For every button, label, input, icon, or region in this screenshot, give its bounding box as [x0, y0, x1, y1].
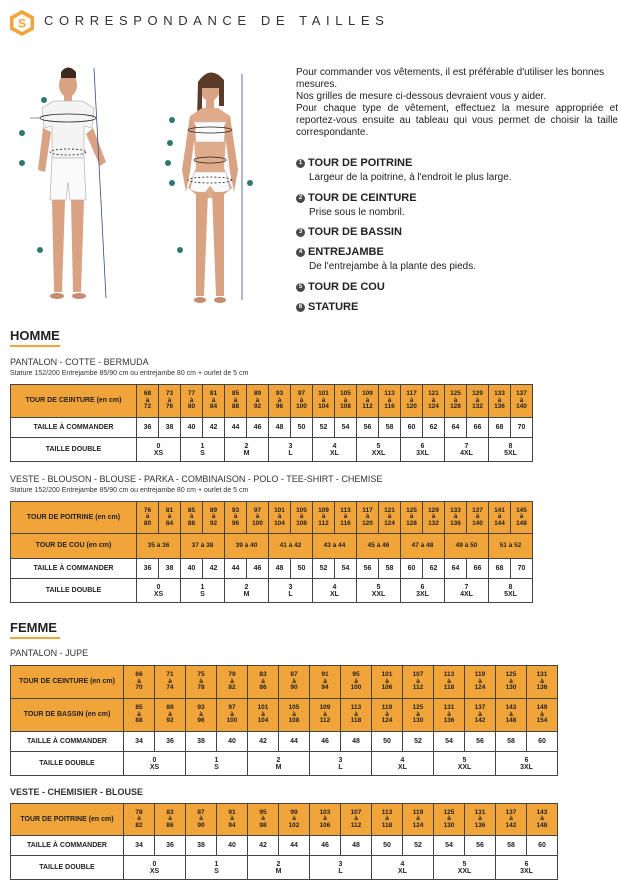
- measure-number-icon: 2: [296, 194, 305, 203]
- table-cell: 40: [217, 732, 248, 752]
- table-cell: 1 S: [186, 856, 248, 880]
- table-cell: 48: [269, 559, 291, 579]
- table-cell: 109 à 112: [357, 385, 379, 418]
- table-cell: 89 à 92: [203, 502, 225, 534]
- row-header: TOUR DE POITRINE (en cm): [11, 804, 124, 836]
- table-cell: 99 à 102: [279, 804, 310, 836]
- table-cell: 85 à 88: [124, 699, 155, 732]
- table-cell: 91 à 94: [217, 804, 248, 836]
- table-cell: 41 à 42: [269, 534, 313, 559]
- table-cell: 107 à 112: [341, 804, 372, 836]
- table-row: [11, 752, 558, 776]
- table-cell: 7 4XL: [445, 438, 489, 462]
- table-cell: 54: [434, 732, 465, 752]
- table-cell: 97 à 100: [291, 385, 313, 418]
- brand-logo-icon: [9, 9, 35, 37]
- table-cell: 6 3XL: [496, 752, 558, 776]
- measure-label: STATURE: [308, 301, 359, 313]
- row-header: TAILLE DOUBLE: [11, 438, 137, 462]
- table-subtitle: PANTALON - COTTE - BERMUDA: [10, 357, 149, 367]
- table-cell: 48: [341, 732, 372, 752]
- table-cell: 137 à 140: [467, 502, 489, 534]
- section-title-femme: FEMME: [10, 620, 57, 635]
- table-cell: 45 à 46: [357, 534, 401, 559]
- table-cell: 3 L: [310, 856, 372, 880]
- table-cell: 121 à 124: [423, 385, 445, 418]
- table-cell: 119 à 124: [465, 666, 496, 699]
- table-cell: 44: [279, 836, 310, 856]
- table-cell: 60: [527, 732, 558, 752]
- table-cell: 46: [247, 559, 269, 579]
- table-cell: 77 à 80: [181, 385, 203, 418]
- measure-number-icon: 5: [296, 283, 305, 292]
- table-row: [11, 699, 558, 732]
- table-cell: 0 XS: [137, 438, 181, 462]
- table-row: [11, 559, 533, 579]
- intro-text: [296, 67, 618, 139]
- table-cell: 137 à 142: [465, 699, 496, 732]
- table-cell: 58: [379, 418, 401, 438]
- measure-label: TOUR DE COU: [308, 281, 385, 293]
- table-cell: 131 à 136: [434, 699, 465, 732]
- table-cell: 1 S: [181, 438, 225, 462]
- table-cell: 119 à 124: [372, 699, 403, 732]
- table-cell: 0 XS: [137, 579, 181, 603]
- table-cell: 83 à 86: [155, 804, 186, 836]
- table-cell: 133 à 136: [445, 502, 467, 534]
- measure-description: Prise sous le nombril.: [309, 207, 405, 218]
- table-cell: 40: [181, 559, 203, 579]
- table-cell: 133 à 136: [489, 385, 511, 418]
- table-cell: 2 M: [225, 438, 269, 462]
- table-row: [11, 836, 558, 856]
- section-underline: [10, 637, 60, 639]
- measure-label: TOUR DE POITRINE: [308, 157, 413, 169]
- measure-item: [296, 192, 417, 218]
- table-cell: 113 à 116: [379, 385, 401, 418]
- table-cell: 3 L: [310, 752, 372, 776]
- table-cell: 75 à 78: [186, 666, 217, 699]
- table-cell: 36: [155, 732, 186, 752]
- table-cell: 117 à 120: [357, 502, 379, 534]
- table-cell: 97 à 100: [247, 502, 269, 534]
- table-row: [11, 732, 558, 752]
- table-subtitle: VESTE - CHEMISIER - BLOUSE: [10, 787, 144, 797]
- measure-item: [296, 157, 512, 183]
- table-cell: 113 à 118: [372, 804, 403, 836]
- table-cell: 125 à 130: [496, 666, 527, 699]
- table-cell: 52: [313, 559, 335, 579]
- table-cell: 2 M: [248, 752, 310, 776]
- table-cell: 70: [511, 559, 533, 579]
- table-row: [11, 534, 533, 559]
- measure-number-icon: 4: [296, 248, 305, 257]
- female-figure-icon: [165, 72, 253, 303]
- table-cell: 109 à 112: [313, 502, 335, 534]
- table-cell: 66: [467, 559, 489, 579]
- section-underline: [10, 345, 60, 347]
- table-cell: 71 à 74: [155, 666, 186, 699]
- measure-number-icon: 6: [296, 303, 305, 312]
- measure-number-icon: 1: [296, 159, 305, 168]
- table-cell: 129 à 132: [423, 502, 445, 534]
- table-cell: 48: [269, 418, 291, 438]
- table-cell: 66: [467, 418, 489, 438]
- table-cell: 36: [155, 836, 186, 856]
- table-cell: 113 à 116: [335, 502, 357, 534]
- measure-description: Largeur de la poitrine, à l'endroit le plus large.: [309, 172, 512, 183]
- table-cell: 6 3XL: [496, 856, 558, 880]
- table-cell: 0 XS: [124, 752, 186, 776]
- table-cell: 78 à 82: [124, 804, 155, 836]
- table-cell: 68: [489, 559, 511, 579]
- table-cell: 137 à 140: [511, 385, 533, 418]
- table-cell: 93 à 96: [186, 699, 217, 732]
- table-cell: 49 à 50: [445, 534, 489, 559]
- table-cell: 79 à 82: [217, 666, 248, 699]
- table-row: [11, 385, 533, 418]
- table-cell: 6 3XL: [401, 438, 445, 462]
- table-cell: 60: [527, 836, 558, 856]
- table-cell: 125 à 128: [401, 502, 423, 534]
- row-header: TOUR DE CEINTURE (en cm): [11, 385, 137, 418]
- table-row: [11, 418, 533, 438]
- table-cell: 56: [465, 732, 496, 752]
- table-cell: 131 à 136: [465, 804, 496, 836]
- table-cell: 54: [335, 559, 357, 579]
- table-cell: 4 XL: [313, 438, 357, 462]
- table-row: [11, 804, 558, 836]
- table-cell: 103 à 106: [310, 804, 341, 836]
- table-cell: 143 à 148: [496, 699, 527, 732]
- table-cell: 73 à 76: [159, 385, 181, 418]
- measure-item: [296, 226, 402, 238]
- femme-veste-table: [10, 803, 558, 880]
- body-measure-illustration: [10, 60, 275, 320]
- table-cell: 38: [159, 418, 181, 438]
- table-cell: 107 à 112: [403, 666, 434, 699]
- table-cell: 81 à 84: [159, 502, 181, 534]
- table-cell: 36: [137, 418, 159, 438]
- table-cell: 121 à 124: [379, 502, 401, 534]
- table-cell: 85 à 88: [181, 502, 203, 534]
- table-cell: 64: [445, 559, 467, 579]
- row-header: TOUR DE CEINTURE (en cm): [11, 666, 124, 699]
- table-cell: 50: [291, 418, 313, 438]
- table-cell: 125 à 130: [434, 804, 465, 836]
- row-header: TAILLE DOUBLE: [11, 856, 124, 880]
- table-cell: 91 à 94: [310, 666, 341, 699]
- table-cell: 47 à 48: [401, 534, 445, 559]
- table-cell: 44: [225, 418, 247, 438]
- row-header: TAILLE À COMMANDER: [11, 836, 124, 856]
- table-cell: 95 à 98: [248, 804, 279, 836]
- table-cell: 60: [401, 418, 423, 438]
- table-cell: 119 à 124: [403, 804, 434, 836]
- measure-label: TOUR DE BASSIN: [308, 226, 402, 238]
- intro-paragraph: Pour commander vos vêtements, il est préférable d'utiliser les bonnes mesures.: [296, 67, 605, 90]
- intro-paragraph: Pour chaque type de vêtement, effectuez la mesure appropriée et reportez-vous ensuite au tableau qui vous permet de choisir la taille correspondante.: [296, 103, 618, 138]
- table-cell: 42: [248, 732, 279, 752]
- homme-pantalon-table: [10, 384, 533, 462]
- measure-label: ENTREJAMBE: [308, 246, 384, 258]
- table-cell: 5 XXL: [357, 579, 401, 603]
- table-cell: 101 à 104: [248, 699, 279, 732]
- row-header: TOUR DE COU (en cm): [11, 534, 137, 559]
- table-cell: 3 L: [269, 579, 313, 603]
- table-cell: 34: [124, 732, 155, 752]
- measure-label: TOUR DE CEINTURE: [308, 192, 417, 204]
- table-cell: 85 à 88: [225, 385, 247, 418]
- table-cell: 50: [372, 732, 403, 752]
- table-subtitle: VESTE - BLOUSON - BLOUSE - PARKA - COMBINAISON - POLO - TEE-SHIRT - CHEMISE: [10, 474, 383, 484]
- table-cell: 105 à 108: [279, 699, 310, 732]
- table-cell: 125 à 130: [403, 699, 434, 732]
- table-cell: 46: [247, 418, 269, 438]
- table-cell: 105 à 108: [335, 385, 357, 418]
- table-cell: 101 à 106: [372, 666, 403, 699]
- measure-item: [296, 246, 476, 272]
- table-cell: 2 M: [248, 856, 310, 880]
- measure-item: [296, 281, 385, 293]
- table-cell: 42: [248, 836, 279, 856]
- table-cell: 0 XS: [124, 856, 186, 880]
- table-cell: 8 5XL: [489, 438, 533, 462]
- table-cell: 40: [181, 418, 203, 438]
- table-cell: 50: [372, 836, 403, 856]
- table-cell: 60: [401, 559, 423, 579]
- table-cell: 42: [203, 559, 225, 579]
- table-cell: 2 M: [225, 579, 269, 603]
- table-cell: 58: [379, 559, 401, 579]
- table-cell: 68 à 72: [137, 385, 159, 418]
- row-header: TAILLE DOUBLE: [11, 752, 124, 776]
- row-header: TOUR DE POITRINE (en cm): [11, 502, 137, 534]
- table-cell: 4 XL: [313, 579, 357, 603]
- row-header: TAILLE À COMMANDER: [11, 418, 137, 438]
- table-cell: 4 XL: [372, 856, 434, 880]
- table-cell: 8 5XL: [489, 579, 533, 603]
- table-cell: 51 à 52: [489, 534, 533, 559]
- row-header: TAILLE À COMMANDER: [11, 559, 137, 579]
- femme-pantalon-table: [10, 665, 558, 776]
- male-figure-icon: [19, 68, 106, 300]
- table-cell: 36: [137, 559, 159, 579]
- table-cell: 44: [279, 732, 310, 752]
- table-cell: 141 à 144: [489, 502, 511, 534]
- homme-veste-table: [10, 501, 533, 603]
- section-title-homme: HOMME: [10, 328, 60, 343]
- table-cell: 149 à 154: [527, 699, 558, 732]
- table-cell: 5 XXL: [434, 856, 496, 880]
- table-row: [11, 666, 558, 699]
- row-header: TAILLE À COMMANDER: [11, 732, 124, 752]
- table-row: [11, 502, 533, 534]
- page-title: CORRESPONDANCE DE TAILLES: [44, 13, 390, 28]
- table-cell: 81 à 84: [203, 385, 225, 418]
- table-cell: 125 à 128: [445, 385, 467, 418]
- table-cell: 58: [496, 732, 527, 752]
- table-cell: 1 S: [181, 579, 225, 603]
- table-cell: 89 à 92: [155, 699, 186, 732]
- table-cell: 117 à 120: [401, 385, 423, 418]
- table-cell: 68: [489, 418, 511, 438]
- table-cell: 3 L: [269, 438, 313, 462]
- table-cell: 62: [423, 418, 445, 438]
- table-cell: 56: [357, 418, 379, 438]
- table-cell: 145 à 148: [511, 502, 533, 534]
- table-cell: 83 à 86: [248, 666, 279, 699]
- intro-paragraph: Nos grilles de mesure ci-dessous devraient vous y aider.: [296, 91, 547, 102]
- table-cell: 46: [310, 732, 341, 752]
- table-subtitle: PANTALON - JUPE: [10, 648, 89, 658]
- table-cell: 101 à 104: [313, 385, 335, 418]
- logo-letter: S: [17, 16, 27, 31]
- table-cell: 5 XXL: [357, 438, 401, 462]
- table-cell: 40: [217, 836, 248, 856]
- table-cell: 129 à 132: [467, 385, 489, 418]
- table-cell: 7 4XL: [445, 579, 489, 603]
- table-cell: 66 à 70: [124, 666, 155, 699]
- table-cell: 97 à 100: [217, 699, 248, 732]
- table-cell: 6 3XL: [401, 579, 445, 603]
- table-cell: 46: [310, 836, 341, 856]
- table-cell: 52: [313, 418, 335, 438]
- table-cell: 93 à 96: [225, 502, 247, 534]
- table-cell: 34: [124, 836, 155, 856]
- table-cell: 43 à 44: [313, 534, 357, 559]
- table-cell: 109 à 112: [310, 699, 341, 732]
- table-cell: 38: [159, 559, 181, 579]
- table-cell: 64: [445, 418, 467, 438]
- table-cell: 137 à 142: [496, 804, 527, 836]
- measure-number-icon: 3: [296, 228, 305, 237]
- table-cell: 56: [357, 559, 379, 579]
- table-cell: 58: [496, 836, 527, 856]
- table-note: Stature 152/200 Entrejambe 85/90 cm ou entrejambe 80 cm + ourlet de 5 cm: [10, 370, 249, 377]
- table-cell: 1 S: [186, 752, 248, 776]
- table-cell: 44: [225, 559, 247, 579]
- table-cell: 101 à 104: [269, 502, 291, 534]
- table-cell: 5 XXL: [434, 752, 496, 776]
- table-cell: 54: [335, 418, 357, 438]
- table-row: [11, 438, 533, 462]
- table-cell: 56: [465, 836, 496, 856]
- table-cell: 95 à 100: [341, 666, 372, 699]
- table-row: [11, 579, 533, 603]
- table-cell: 39 à 40: [225, 534, 269, 559]
- row-header: TOUR DE BASSIN (en cm): [11, 699, 124, 732]
- table-cell: 87 à 90: [279, 666, 310, 699]
- table-row: [11, 856, 558, 880]
- table-cell: 48: [341, 836, 372, 856]
- table-cell: 87 à 90: [186, 804, 217, 836]
- table-cell: 4 XL: [372, 752, 434, 776]
- table-cell: 70: [511, 418, 533, 438]
- table-cell: 113 à 118: [434, 666, 465, 699]
- table-cell: 54: [434, 836, 465, 856]
- table-cell: 76 à 80: [137, 502, 159, 534]
- table-cell: 113 à 118: [341, 699, 372, 732]
- table-cell: 38: [186, 836, 217, 856]
- table-cell: 62: [423, 559, 445, 579]
- table-cell: 93 à 96: [269, 385, 291, 418]
- table-note: Stature 152/200 Entrejambe 85/90 cm ou entrejambe 80 cm + ourlet de 5 cm: [10, 487, 249, 494]
- table-cell: 52: [403, 836, 434, 856]
- table-cell: 52: [403, 732, 434, 752]
- row-header: TAILLE DOUBLE: [11, 579, 137, 603]
- table-cell: 37 à 38: [181, 534, 225, 559]
- table-cell: 38: [186, 732, 217, 752]
- table-cell: 42: [203, 418, 225, 438]
- table-cell: 105 à 108: [291, 502, 313, 534]
- table-cell: 35 à 36: [137, 534, 181, 559]
- table-cell: 131 à 136: [527, 666, 558, 699]
- table-cell: 50: [291, 559, 313, 579]
- measure-description: De l'entrejambe à la plante des pieds.: [309, 261, 477, 272]
- table-cell: 89 à 92: [247, 385, 269, 418]
- measure-item: [296, 301, 358, 313]
- table-cell: 143 à 148: [527, 804, 558, 836]
